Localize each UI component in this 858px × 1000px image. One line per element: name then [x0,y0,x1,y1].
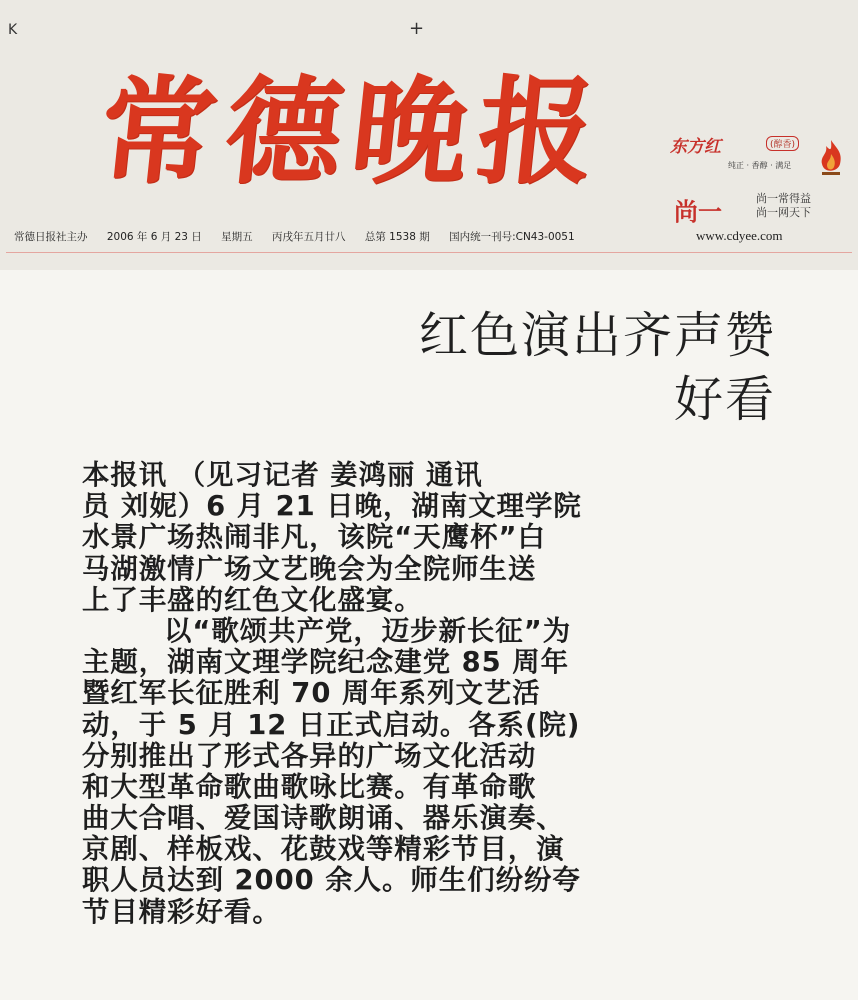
serial-number: 国内统一刊号:CN43-0051 [449,231,575,243]
body-line: 曲大合唱、爱国诗歌朗诵、器乐演奏、 [82,803,565,835]
ad-url: www.cdyee.com [696,228,783,243]
body-line: 节目精彩好看。 [82,896,281,928]
ad-tagline: 纯正 · 香醇 · 满足 [728,161,792,170]
flame-icon [816,138,846,178]
body-line: 京剧、样板戏、花鼓戏等精彩节目，演 [82,834,565,866]
issue-date: 2006 年 6 月 23 日 [106,231,202,243]
ad-logo: 尚一 [674,197,722,226]
ad-badge: (醇香) [766,136,799,151]
body-line: 主题，湖南文理学院纪念建党 85 周年 [82,647,570,679]
advertisement [668,128,848,248]
body-line: 分别推出了形式各异的广场文化活动 [82,740,537,772]
crop-mark: + [409,18,425,39]
article-headline [419,304,776,432]
body-line: 职人员达到 2000 余人。师生们纷纷夸 [82,865,581,897]
ad-slogan-line-2: 尚一网天下 [756,206,811,219]
body-line: 水景广场热闹非凡，该院“天鹰杯”白 [82,522,546,554]
body-line: 动，于 5 月 12 日正式启动。各系(院) [82,709,581,741]
ad-slogan [756,192,811,220]
body-line: 马湖激情广场文艺晚会为全院师生送 [82,553,537,585]
news-article [0,270,858,1000]
lunar-date: 丙戌年五月廿八 [271,231,346,243]
article-body [82,460,782,928]
issue-info-line [14,229,591,244]
body-line: 员 刘妮）6 月 21 日晚，湖南文理学院 [82,491,582,523]
body-line: 和大型革命歌曲歌咏比赛。有革命歌 [82,771,537,803]
body-line: 上了丰盛的红色文化盛宴。 [82,584,423,616]
body-line: 本报讯 （见习记者 姜鸿丽 通讯 [82,460,483,491]
body-line: 暨红军长征胜利 70 周年系列文艺活 [82,678,541,710]
body-line: 以“歌颂共产党，迈步新长征”为 [164,615,572,647]
newspaper-title: 常德晚报 [92,64,612,200]
ad-slogan-line-1: 尚一常得益 [756,192,811,205]
masthead-divider [6,252,852,253]
issue-number: 总第 1538 期 [364,231,430,243]
weekday: 星期五 [221,231,253,243]
headline-line-2: 好看 [673,371,776,428]
headline-line-1: 红色演出齐声赞 [418,307,776,364]
masthead [0,0,858,270]
publisher: 常德日报社主办 [14,231,88,243]
ad-brand: 东方红 [670,137,721,157]
corner-mark: K [8,22,18,38]
